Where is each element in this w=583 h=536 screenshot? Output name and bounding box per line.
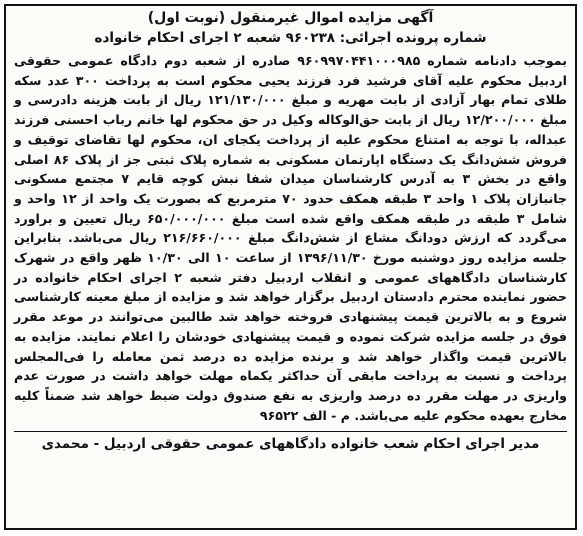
- notice-body: بموجب دادنامه شماره ۹۶۰۹۹۷۰۴۴۱۰۰۰۹۸۵ صادره از شعبه دوم دادگاه عمومی حقوقی اردبیل محکوم علیه آقای فرشید فرد فرزند یحیی محکوم است به پرداخت ۳۰۰ عدد سکه طلای تمام بهار آزادی از بابت مهریه و مبلغ ۱۲۱/۱۳۰/۰۰۰ ریال از بابت هزینه دادرسی و مبلغ ۱۲/۲۰۰/۰۰۰ ریال از بابت حق‌الوکاله وکیل در حق محکوم لها خانم رباب احسنی فرزند عبداله، با توجه به امتناع محکوم علیه از پرداخت یکجای ان، محکوم لها تقاضای توقیف و فروش شش‌دانگ یک دستگاه اپارتمان مسکونی به شماره پلاک ثبتی جز از پلاک ۸۶ اصلی واقع در بخش ۳ به آدرس کارشناسان میدان شفا نبش کوچه قایم ۷ مجتمع مسکونی جانبازان پلاک ۱ واحد ۳ طبقه همکف حدود ۷۰ مترمربع که بصورت یک واحد از ۱۲ واحد و شامل ۳ طبقه در طبقه همکف واقع شده است مبلغ ۶۵۰/۰۰۰/۰۰۰ ریال تعیین و براورد می‌گردد که ارزش دودانگ مشاع از شش‌دانگ مبلغ ۲۱۶/۶۶۰/۰۰۰ ریال می‌باشد. بنابراین جلسه مزایده روز دوشنبه مورخ ۱۳۹۶/۱۱/۳۰ از ساعت ۱۰ الی ۱۰/۳۰ ظهر واقع در شهرک کارشناسان دادگاههای عمومی و انقلاب اردبیل دفتر شعبه ۲ اجرای احکام خانواده در حضور نماینده محترم دادستان اردبیل برگزار خواهد شد و مزایده از مبلغ معینه کارشناسی شروع و به بالاترین قیمت پیشنهادی فروخته خواهد شد طالبین می‌توانند در موعد مقرر فوق در جلسه مزایده شرکت نموده و قیمت پیشنهادی خودشان را اعلام نمایند. مزایده به بالاترین قیمت واگذار خواهد شد و برنده مزایده ده درصد ثمن معامله را فی‌المجلس پرداخت و نسبت به پرداخت مابقی آن حداکثر یکماه مهلت خواهد داشت در صورت عدم واریزی در مهلت مقرر ده درصد واریزی به نفع صندوق دولت ضبط خواهد شد ضمناً کلیه مخارج بعهده محکوم علیه می‌باشد. م - الف ۹۶۵۲۲: [14, 53, 568, 423]
- case-number-heading: شماره پرونده اجرائی: ۹۶۰۲۳۸ شعبه ۲ اجرای احکام خانواده: [94, 30, 487, 46]
- signature-line: مدیر اجرای احکام شعب خانواده دادگاههای عمومی حقوقی اردبیل - محمدی: [41, 436, 540, 453]
- footer-divider: [14, 431, 567, 432]
- notice-title: آگهی مزایده اموال غیرمنقول (نوبت اول): [147, 10, 434, 26]
- auction-notice: [4, 4, 577, 530]
